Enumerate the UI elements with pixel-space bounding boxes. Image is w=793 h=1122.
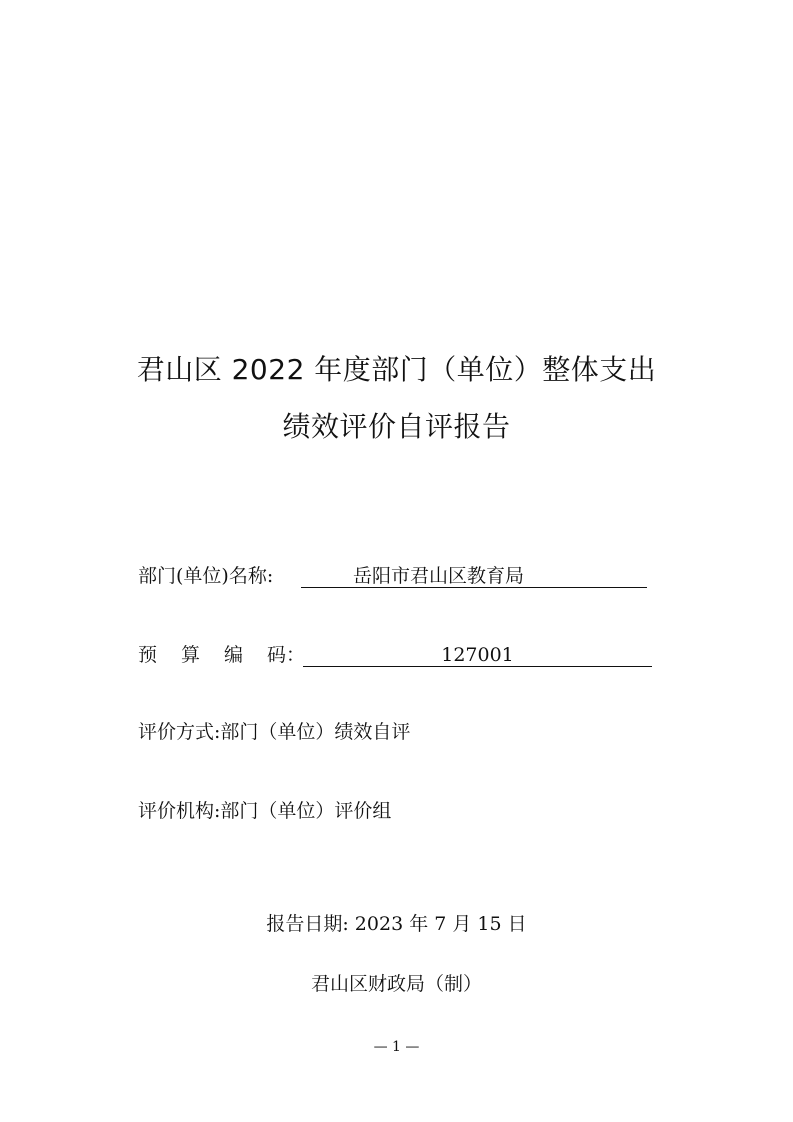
evaluation-method-value: 部门（单位）绩效自评 <box>220 721 411 743</box>
department-name-label: 部门(单位)名称: <box>138 565 274 587</box>
department-name-underline <box>301 563 647 588</box>
department-name-row <box>138 563 525 589</box>
budget-code-label-char-4: 码： <box>267 644 306 666</box>
budget-code-underline <box>303 642 652 667</box>
report-date: 报告日期: 2023 年 7 月 15 日 <box>266 913 527 935</box>
evaluation-org-label: 评价机构: <box>138 800 221 822</box>
evaluation-org-value: 部门（单位）评价组 <box>220 800 392 822</box>
budget-code-label-char-1: 预 <box>138 644 158 666</box>
evaluation-method-row <box>138 719 410 745</box>
budget-code-label <box>138 642 305 668</box>
budget-code-label-char-2: 算 <box>181 644 201 666</box>
budget-code-row <box>138 642 514 668</box>
issuer-line: 君山区财政局（制） <box>310 973 482 995</box>
page-number: — 1 — <box>373 1039 420 1055</box>
department-name-value: 岳阳市君山区教育局 <box>353 565 525 587</box>
budget-code-value: 127001 <box>441 644 514 666</box>
budget-code-label-char-3: 编 <box>224 644 244 666</box>
report-title-line1: 君山区 2022 年度部门（单位）整体支出 <box>136 353 657 386</box>
report-title-line2: 绩效评价自评报告 <box>282 410 511 443</box>
evaluation-method-label: 评价方式: <box>138 721 221 743</box>
evaluation-org-row <box>138 798 391 824</box>
